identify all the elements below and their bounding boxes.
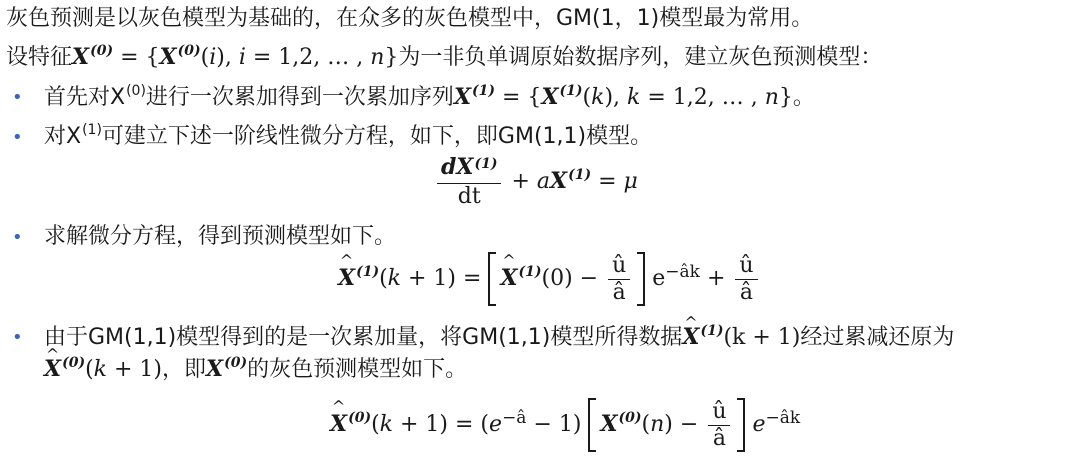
definition-line [6, 42, 882, 75]
definition-suffix: 为一非负单调原始数据序列，建立灰色预测模型： [398, 45, 883, 70]
bullet-3-text: 求解微分方程，得到预测模型如下。 [44, 224, 397, 249]
bullet-2-suffix: 可建立下述一阶线性微分方程，如下，即GM(1,1)模型。 [101, 124, 653, 149]
bullet-2-line: 对$X^{(1)}$可建立下述一阶线性微分方程，如下，即GM(1,1)模型。 [44, 122, 653, 149]
bullet-3-line [44, 222, 396, 252]
bullet-1-marker: • [12, 87, 23, 108]
restoration-equation: ^ $X^{(0)}(k + 1) = (e^{-â} - 1) X^{(0)}(n)$ − $\frac{û}{â}$ $e^{-âk}$ [330, 398, 800, 452]
bullet-4-line2-suffix: 的灰色预测模型如下。 [247, 357, 468, 382]
bullet-4-suffix: 经过累减还原为 [800, 325, 955, 350]
bullet-3-marker: • [12, 227, 23, 248]
bullet-1-line: 首先对$X^{(0)}$进行一次累加得到一次累加序列$X^{(1)} = \{X^{(1)}(k)$, k = 1,2, … , n}。 [44, 83, 815, 110]
definition-prefix: 设特征 [6, 45, 73, 70]
bullet-4-line-2: ^ $X^{(0)}(k + 1)$，即$X^{(0)}$的灰色预测模型如下。 [44, 354, 467, 387]
intro-line [6, 4, 813, 34]
differential-equation: $\frac{dX^{(1)}}{dt}$ + $aX^{(1)} = \mu$ [434, 156, 638, 208]
bullet-1-prefix: 首先对X [44, 85, 126, 110]
sequence-definition: = {$X^{(0)}(i)$, i = 1,2, … , n} [113, 43, 399, 70]
accumulated-sequence: $X^{(1)} = \{X^{(1)}(k)$, k = 1,2, … , n}。 [453, 83, 815, 110]
bullet-2-prefix: 对X [44, 124, 82, 149]
bullet-2-marker: • [12, 127, 23, 148]
bullet-1-mid: 进行一次累加得到一次累加序列 [145, 85, 454, 110]
bullet-4-line: 由于GM(1,1)模型得到的是一次累加量，将GM(1,1)模型所得数据^ $X^{(1)}(k + 1)$经过累减还原为 [44, 322, 954, 355]
bullet-4-line2-mid: ，即 [162, 357, 207, 382]
intro-text: 灰色预测是以灰色模型为基础的，在众多的灰色模型中，GM(1，1)模型最为常用。 [6, 6, 814, 31]
symbol-X0: $X^{(0)}$ [72, 43, 114, 70]
bullet-4-marker: • [12, 327, 23, 348]
bullet-4-prefix: 由于GM(1,1)模型得到的是一次累加量，将GM(1,1)模型所得数据 [44, 325, 683, 350]
prediction-equation: ^ $X^{(1)}(k + 1)$ = ^ $X^{(1)}(0)$ − $\frac{û}{â}$ $e^{-âk}$ + $\frac{û}{â}$ [338, 252, 761, 306]
